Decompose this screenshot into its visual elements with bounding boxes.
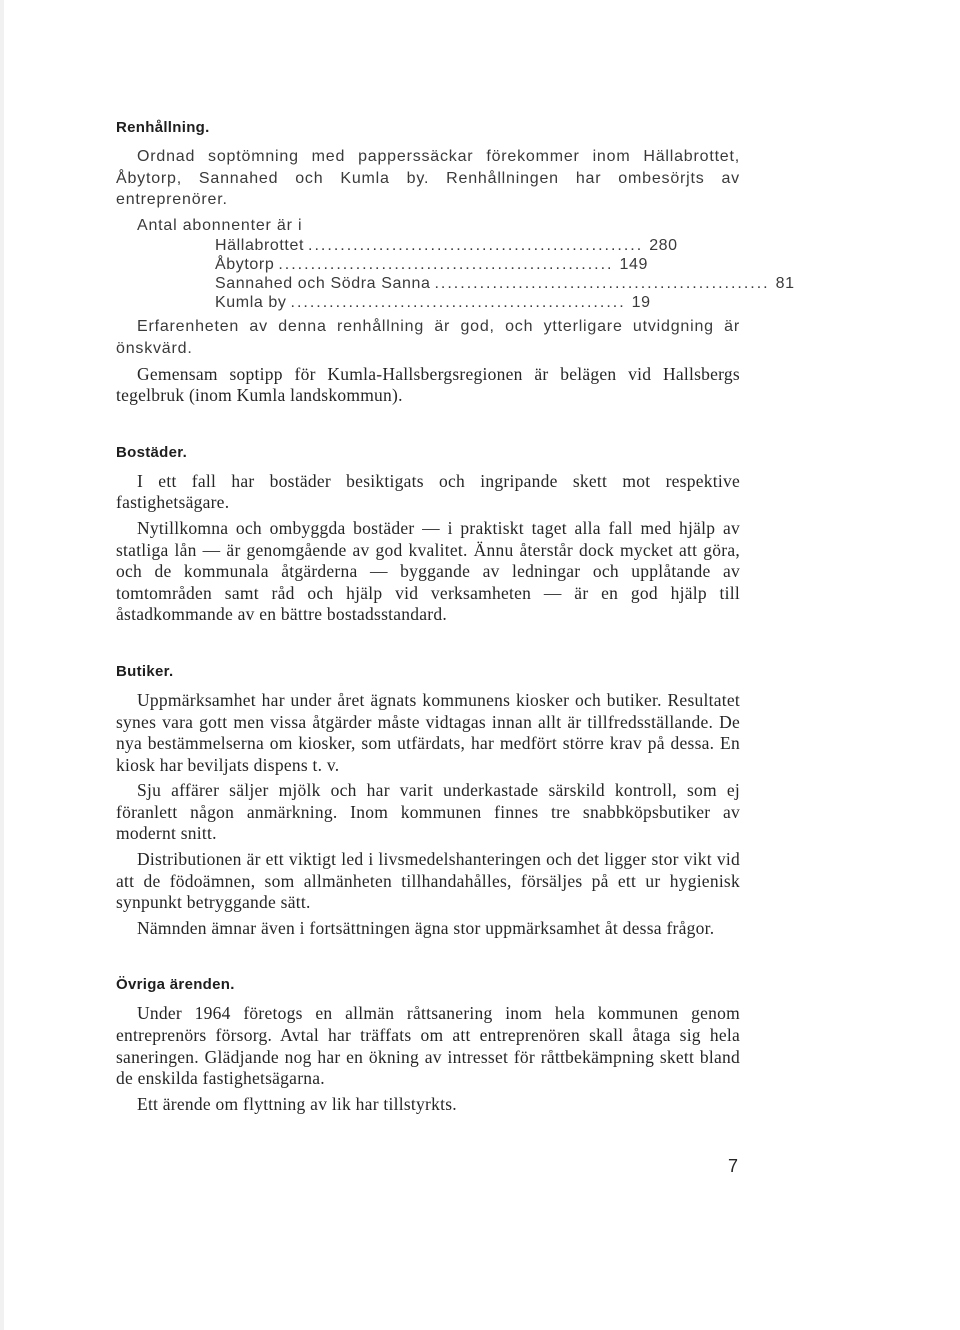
section-ovriga <box>116 975 740 1115</box>
subscriber-area: Åbytorp <box>215 256 275 274</box>
heading-bostader: Bostäder. <box>116 443 188 461</box>
paragraph: Nämnden ämnar även i fortsättningen ägna stor uppmärksamhet åt dessa frågor. <box>137 917 715 938</box>
paragraph: Distributionen är ett viktigt led i livsmedelshanteringen och det ligger stor vikt vid att de födoämnen, som allmänheten tillhandahålles, försäljes på ett ur hygienisk synpunkt betryggande sätt. <box>116 849 740 913</box>
subscribers-table <box>116 236 795 312</box>
paragraph: Under 1964 företogs en allmän råttsanering inom hela kommunen genom entreprenörs försorg. Avtal har träffats om att entreprenören skall åtaga sig hela saneringen. Glädjande nog har en ökning av intresset för råttbekämpning skett bland de enskilda fastighetsägarna. <box>116 1003 740 1089</box>
paragraph: Uppmärksamhet har under året ägnats kommunens kiosker och butiker. Resultatet synes vara gott men vissa åtgärder måste vidtagas innan allt är tillfredsställande. De nya bestämmelserna om kiosker, som utfärdats, har medfört större krav på dessa. En kiosk har beviljats dispens t. v. <box>116 689 740 775</box>
leader-dots: .................................................... <box>434 275 770 293</box>
subscriber-area: Hällabrottet <box>215 237 305 255</box>
subscriber-row <box>215 293 651 312</box>
paragraph: I ett fall har bostäder besiktigats och ingripande skett mot respektive fastighetsägare. <box>116 470 740 513</box>
subscriber-count: 149 <box>619 256 648 274</box>
subscriber-count: 19 <box>631 294 651 312</box>
paragraph: Gemensam soptipp för Kumla-Hallsbergsregionen är belägen vid Hallsbergs tegelbruk (inom Kumla landskommun). <box>116 363 740 406</box>
paragraph: Erfarenheten av denna renhållning är god, och ytterligare utvidgning är önskvärd. <box>116 318 740 357</box>
scan-edge <box>0 0 4 1330</box>
subscriber-count: 81 <box>775 275 795 293</box>
leader-dots: .................................................... <box>290 294 626 312</box>
paragraph: Ett ärende om flyttning av lik har tillstyrkts. <box>137 1093 457 1114</box>
subscriber-area: Sannahed och Södra Sanna <box>215 275 431 293</box>
section-bostader <box>116 443 740 626</box>
section-butiker <box>116 662 740 940</box>
leader-dots: .................................................... <box>278 256 614 274</box>
paragraph: Nytillkomna och ombyggda bostäder — i praktiskt taget alla fall med hjälp av statliga lån — är genomgående av god kvalitet. Ännu återstår dock mycket att göra, och de kommunala åtgärderna — byggande av ledningar och upplåtande av tomtområden samt råd och hjälp vid verksamheten — är en god hjälp till åstadkommande av en bättre bostadsstandard. <box>116 517 740 625</box>
subscriber-count: 280 <box>649 237 678 255</box>
leader-dots: .................................................... <box>308 237 644 255</box>
subscriber-row <box>215 255 648 274</box>
paragraph: Ordnad soptömning med papperssäckar förekommer inom Hällabrottet, Åbytorp, Sannahed och Kumla by. Renhållningen har ombesörjts av entreprenörer. <box>116 148 740 209</box>
section-renhallning <box>116 118 795 407</box>
heading-renhallning: Renhållning. <box>116 119 210 136</box>
heading-butiker: Butiker. <box>116 662 174 680</box>
heading-ovriga: Övriga ärenden. <box>116 976 235 994</box>
document-page <box>116 118 795 1115</box>
subscriber-row <box>215 236 678 255</box>
subscriber-row <box>215 274 795 293</box>
page-number: 7 <box>728 1156 739 1176</box>
subscriber-area: Kumla by <box>215 294 287 312</box>
paragraph: Sju affärer säljer mjölk och har varit underkastade särskild kontroll, som ej föranlett någon anmärkning. Inom kommunen finnes tre snabbköpsbutiker av modernt snitt. <box>116 780 740 844</box>
subscribers-intro: Antal abonnenter är i <box>137 216 303 234</box>
